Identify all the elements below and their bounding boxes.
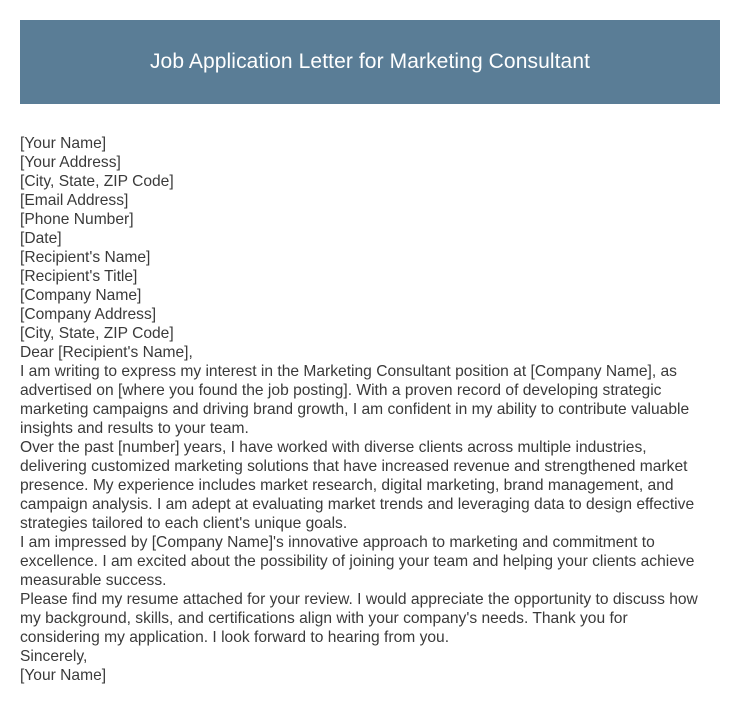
- closing: Sincerely,: [20, 648, 88, 665]
- paragraph-line: Please find my resume attached for your review. I would appreciate the opportunity to discuss how: [20, 591, 698, 608]
- paragraph-line: excellence. I am excited about the possibility of joining your team and helping your clients achieve: [20, 553, 695, 570]
- page-title: Job Application Letter for Marketing Consultant: [149, 50, 591, 73]
- paragraph-company-interest: [20, 533, 725, 590]
- salutation: Dear [Recipient's Name],: [20, 344, 193, 361]
- paragraph-line: presence. My experience includes market research, digital marketing, brand management, and: [20, 477, 674, 494]
- sender-city-state-zip: [City, State, ZIP Code]: [20, 173, 174, 190]
- paragraph-line: strategies tailored to each client's unique goals.: [20, 515, 348, 532]
- recipient-company-address: [Company Address]: [20, 306, 157, 323]
- paragraph-experience: [20, 438, 725, 533]
- letter-body: [20, 134, 725, 685]
- paragraph-line: my background, skills, and certifications align with your company's needs. Thank you for: [20, 610, 628, 627]
- recipient-title: [Recipient's Title]: [20, 268, 138, 285]
- recipient-name: [Recipient's Name]: [20, 249, 151, 266]
- recipient-company: [Company Name]: [20, 287, 142, 304]
- paragraph-line: I am impressed by [Company Name]'s innovative approach to marketing and commitment to: [20, 534, 655, 551]
- letter-header: [20, 20, 720, 104]
- sender-name: [Your Name]: [20, 135, 107, 152]
- paragraph-line: Over the past [number] years, I have worked with diverse clients across multiple industries,: [20, 439, 647, 456]
- recipient-block: [20, 248, 725, 343]
- paragraph-line: delivering customized marketing solutions that have increased revenue and strengthened market: [20, 458, 688, 475]
- paragraph-line: insights and results to your team.: [20, 420, 249, 437]
- paragraph-line: considering my application. I look forward to hearing from you.: [20, 629, 450, 646]
- signature: [Your Name]: [20, 667, 107, 684]
- paragraph-closing: [20, 590, 725, 647]
- sender-email: [Email Address]: [20, 192, 129, 209]
- paragraph-line: measurable success.: [20, 572, 167, 589]
- sender-phone: [Phone Number]: [20, 211, 134, 228]
- letter-date: [Date]: [20, 230, 62, 247]
- paragraph-line: advertised on [where you found the job posting]. With a proven record of developing strategic: [20, 382, 662, 399]
- recipient-city-state-zip: [City, State, ZIP Code]: [20, 325, 174, 342]
- sender-address: [Your Address]: [20, 154, 121, 171]
- paragraph-line: campaign analysis. I am adept at evaluating market trends and leveraging data to design effective: [20, 496, 695, 513]
- paragraph-line: marketing campaigns and driving brand growth, I am confident in my ability to contribute valuable: [20, 401, 690, 418]
- paragraph-intro: [20, 362, 725, 438]
- paragraph-line: I am writing to express my interest in the Marketing Consultant position at [Company Name], as: [20, 363, 677, 380]
- sender-block: [20, 134, 725, 229]
